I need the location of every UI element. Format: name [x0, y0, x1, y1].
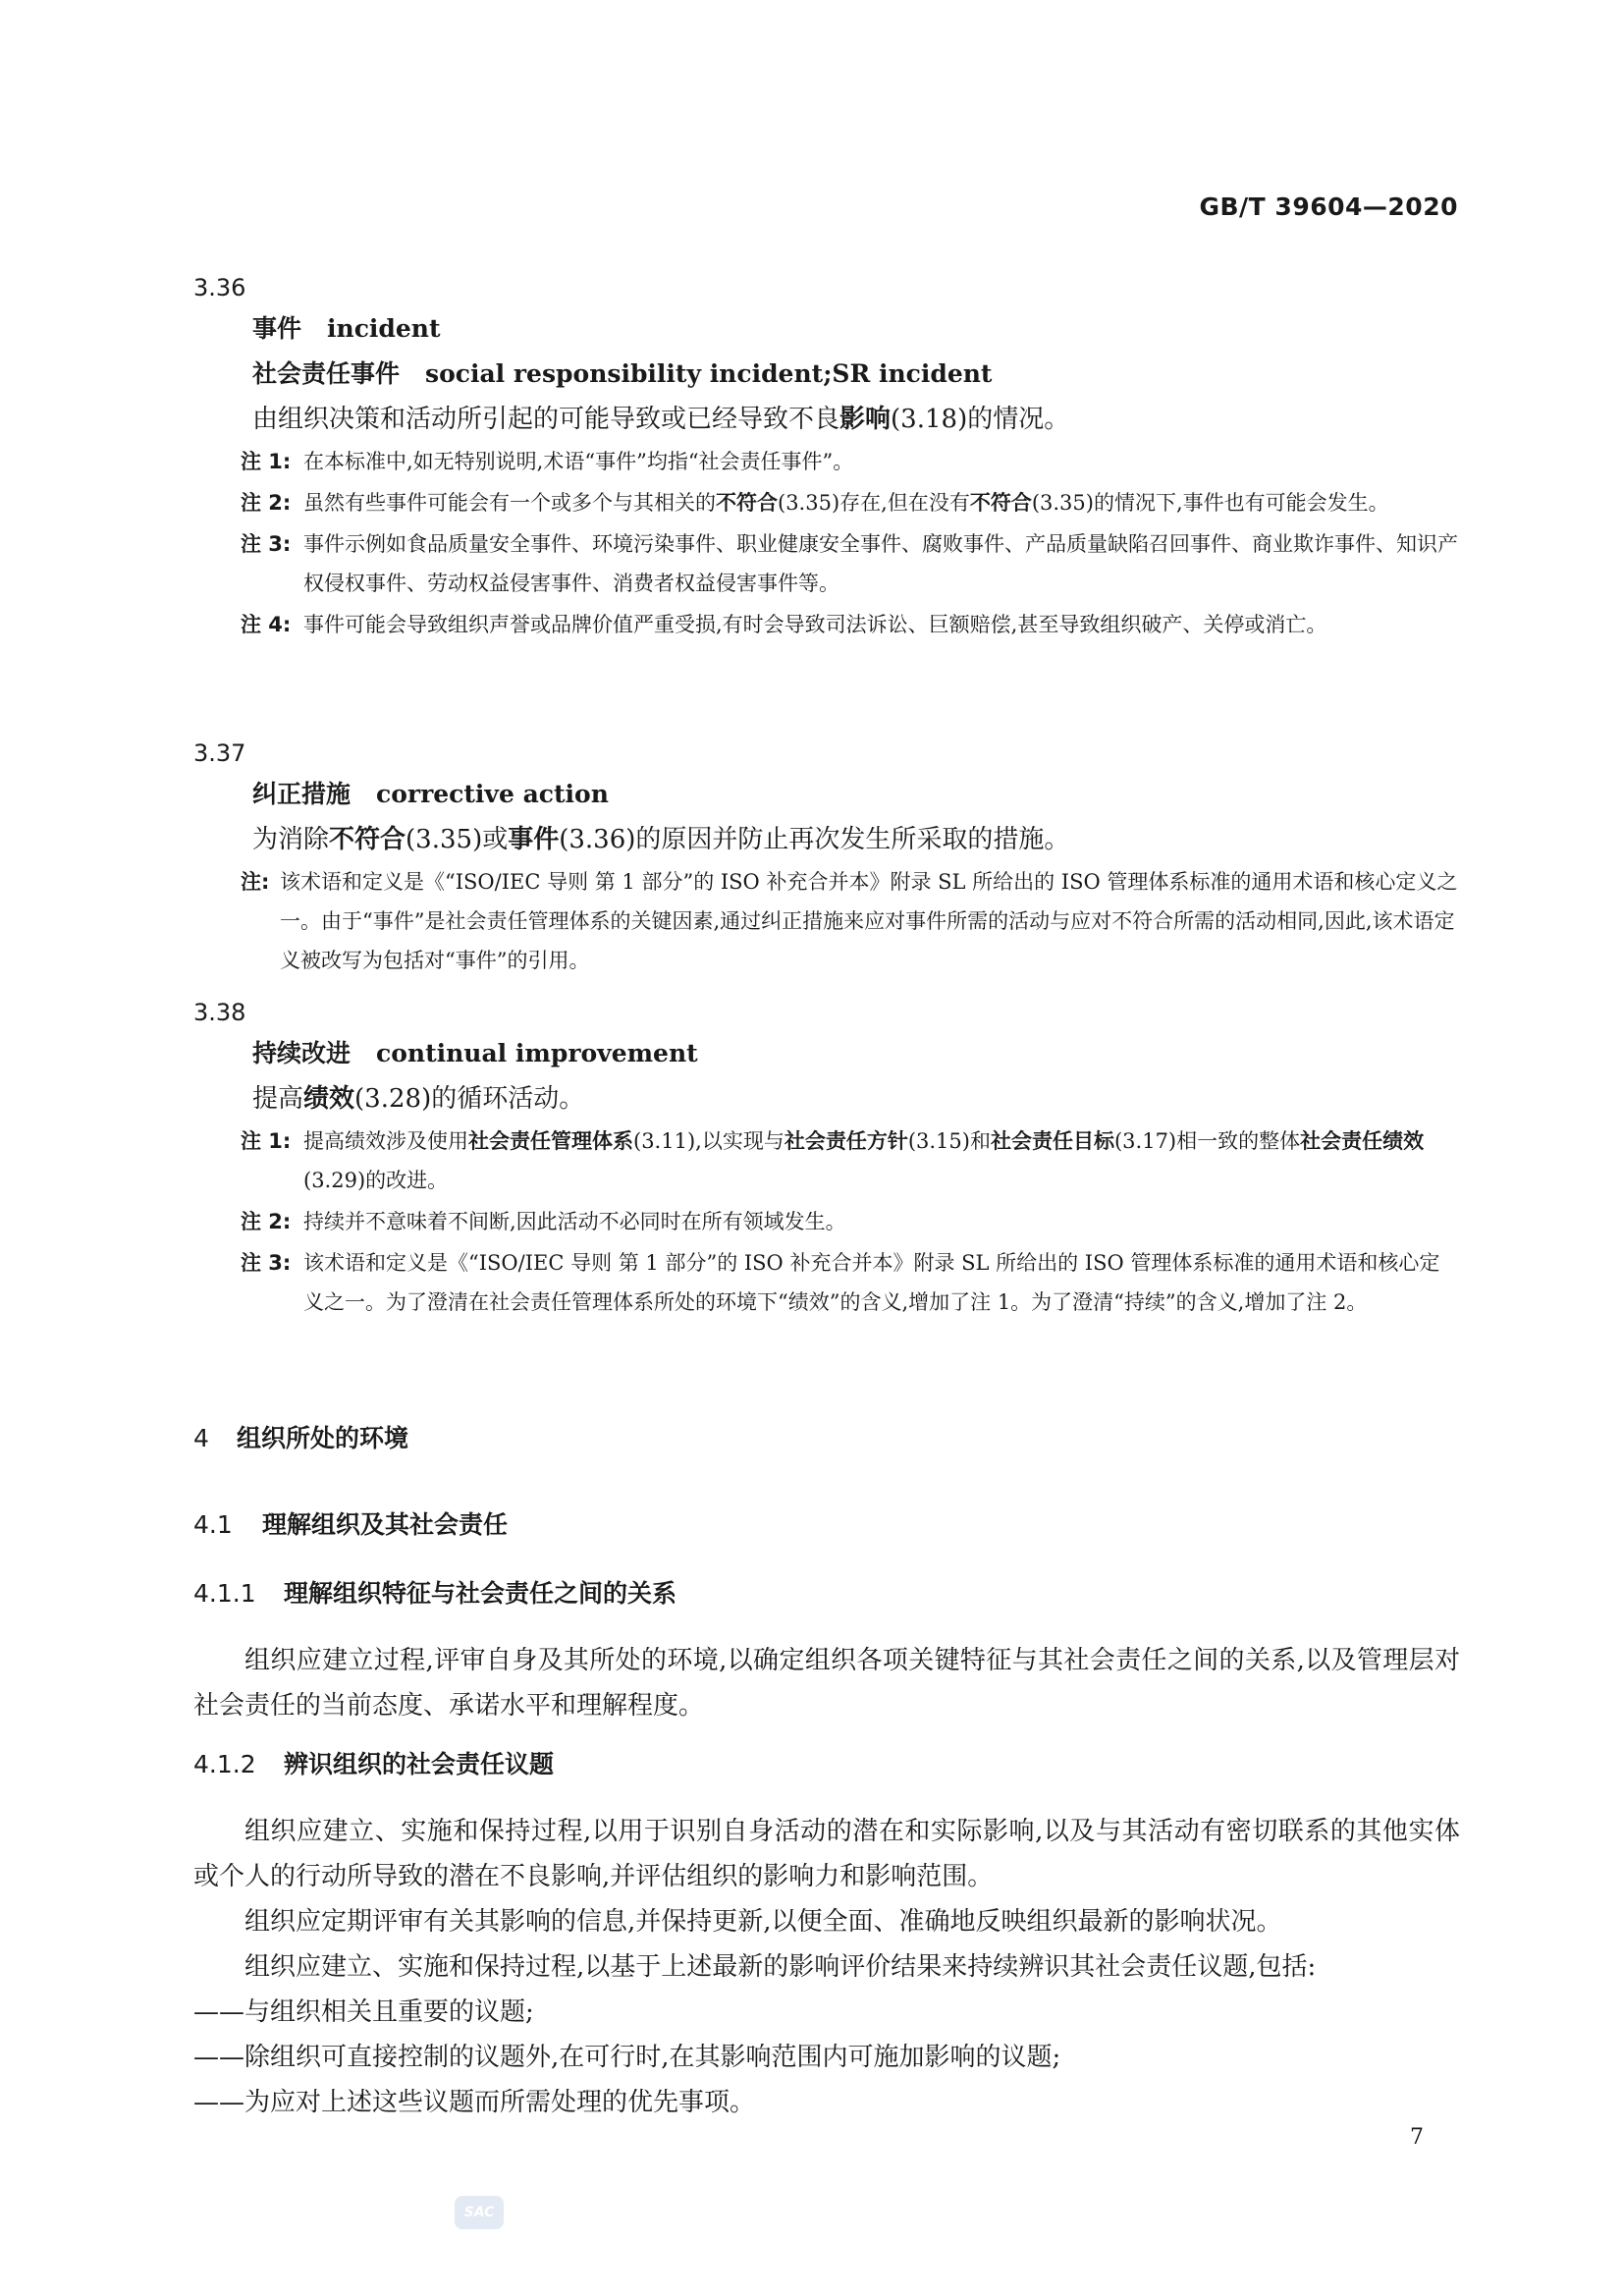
clause-3-37	[193, 735, 1460, 980]
note-text: 事件示例如食品质量安全事件、环境污染事件、职业健康安全事件、腐败事件、产品质量缺陷召回事件、商业欺诈事件、知识产权侵权事件、劳动权益侵害事件、消费者权益侵害事件等。	[303, 532, 1458, 595]
clause-3-36	[193, 269, 1460, 644]
paragraph: 组织应建立、实施和保持过程,以用于识别自身活动的潜在和实际影响,以及与其活动有密切联系的其他实体或个人的行动所导致的潜在不良影响,并评估组织的影响力和影响范围。	[193, 1817, 1460, 1891]
definition-text: 由组织决策和活动所引起的可能导致或已经导致不良	[252, 405, 840, 434]
note	[241, 524, 1460, 603]
definition-text: (3.18)的情况。	[891, 405, 1070, 434]
section-number: 4.1.2	[193, 1750, 256, 1778]
note	[241, 605, 1460, 644]
list-item: ——与组织相关且重要的议题;	[193, 1997, 534, 2027]
definition	[252, 1076, 1460, 1121]
standard-code: GB/T 39604—2020	[1199, 192, 1458, 221]
note	[241, 862, 1460, 980]
note-label: 注 3:	[241, 532, 292, 556]
note	[241, 1243, 1460, 1322]
note-ref: 不符合	[969, 491, 1032, 515]
section-number: 4.1.1	[193, 1579, 256, 1608]
note-label: 注 1:	[241, 1129, 292, 1153]
clause-3-38	[193, 994, 1460, 1322]
note-label: 注 1:	[241, 450, 292, 473]
definition-ref: 影响	[839, 405, 892, 434]
definition-text: (3.36)的原因并防止再次发生所采取的措施。	[559, 825, 1070, 854]
section-heading	[193, 1503, 1460, 1548]
definition-text: (3.28)的循环活动。	[354, 1084, 585, 1114]
term-en: corrective action	[376, 780, 609, 808]
note-ref: 社会责任方针	[784, 1129, 908, 1153]
clause-number: 3.38	[193, 999, 246, 1026]
section-title: 组织所处的环境	[237, 1424, 409, 1452]
definition-text: 提高	[252, 1084, 304, 1114]
section-4-1	[193, 1503, 1460, 1548]
note-ref: 社会责任目标	[990, 1129, 1114, 1153]
note-text: (3.35)的情况下,事件也有可能会发生。	[1031, 491, 1389, 515]
definition-text: (3.35)或	[406, 825, 509, 854]
term-en: incident	[327, 314, 441, 343]
note-text: 在本标准中,如无特别说明,术语“事件”均指“社会责任事件”。	[303, 450, 854, 473]
section-heading	[193, 1571, 1460, 1616]
section-title: 理解组织及其社会责任	[262, 1510, 509, 1539]
note	[241, 1121, 1460, 1200]
term-en: social responsibility incident;SR incident	[425, 359, 993, 388]
note-ref: 社会责任绩效	[1300, 1129, 1425, 1153]
section-number: 4.1	[193, 1510, 233, 1539]
note-text: (3.17)相一致的整体	[1113, 1129, 1301, 1153]
definition	[252, 397, 1460, 442]
clause-number: 3.36	[193, 274, 246, 301]
note-text: (3.15)和	[907, 1129, 991, 1153]
term-zh: 持续改进	[252, 1039, 352, 1067]
definition-ref: 绩效	[303, 1084, 355, 1114]
section-title: 理解组织特征与社会责任之间的关系	[284, 1579, 677, 1608]
note-text: (3.11),以实现与	[633, 1129, 784, 1153]
note	[241, 483, 1460, 522]
paragraph: 组织应定期评审有关其影响的信息,并保持更新,以便全面、准确地反映组织最新的影响状况。	[244, 1907, 1282, 1937]
note-ref: 社会责任管理体系	[468, 1129, 633, 1153]
section-heading	[193, 1416, 1460, 1461]
list-item: ——为应对上述这些议题而所需处理的优先事项。	[193, 2088, 756, 2117]
term-line	[252, 1031, 1460, 1076]
section-title: 辨识组织的社会责任议题	[284, 1750, 555, 1778]
section-4-1-1	[193, 1571, 1460, 1728]
note-label: 注:	[241, 870, 270, 894]
note-text: 持续并不意味着不间断,因此活动不必同时在所有领域发生。	[303, 1210, 846, 1233]
section-4-1-2	[193, 1742, 1460, 2125]
definition-ref: 不符合	[329, 825, 406, 854]
note-ref: 不符合	[716, 491, 778, 515]
note-text: 该术语和定义是《“ISO/IEC 导则 第 1 部分”的 ISO 补充合并本》附录 SL 所给出的 ISO 管理体系标准的通用术语和核心定义之一。为了澄清在社会责任管理体系所处的环境下“绩效”的含义,增加了注 1。为了澄清“持续”的含义,增加了注 2。	[303, 1251, 1440, 1314]
note-text: (3.35)存在,但在没有	[778, 491, 970, 515]
watermark-text: SAC	[463, 2205, 495, 2220]
note-label: 注 3:	[241, 1251, 292, 1275]
note-text: 虽然有些事件可能会有一个或多个与其相关的	[303, 491, 716, 515]
definition-ref: 事件	[508, 825, 560, 854]
section-4	[193, 1416, 1460, 1461]
note-text: 该术语和定义是《“ISO/IEC 导则 第 1 部分”的 ISO 补充合并本》附录 SL 所给出的 ISO 管理体系标准的通用术语和核心定义之一。由于“事件”是社会责任管理体系的关键因素,通过纠正措施来应对事件所需的活动与应对不符合所需的活动相同,因此,该术语定义被改写为包括对“事件”的引用。	[280, 870, 1458, 972]
term-en: continual improvement	[376, 1039, 698, 1067]
note	[241, 1202, 1460, 1241]
section-heading	[193, 1742, 1460, 1787]
definition	[252, 817, 1460, 862]
note-label: 注 4:	[241, 613, 292, 636]
definition-text: 为消除	[252, 825, 330, 854]
note-label: 注 2:	[241, 491, 292, 515]
clause-number: 3.37	[193, 739, 246, 767]
note-text: 提高绩效涉及使用	[303, 1129, 468, 1153]
note-text: (3.29)的改进。	[303, 1169, 449, 1192]
note-text: 事件可能会导致组织声誉或品牌价值严重受损,有时会导致司法诉讼、巨额赔偿,甚至导致组织破产、关停或消亡。	[303, 613, 1327, 636]
section-number: 4	[193, 1424, 209, 1452]
term-zh: 事件	[252, 314, 302, 343]
note	[241, 442, 1460, 481]
term-zh: 社会责任事件	[252, 359, 401, 388]
note-label: 注 2:	[241, 1210, 292, 1233]
term-zh: 纠正措施	[252, 780, 352, 808]
term-line	[252, 352, 1460, 397]
term-line	[252, 306, 1460, 352]
paragraph: 组织应建立、实施和保持过程,以基于上述最新的影响评价结果来持续辨识其社会责任议题,包括:	[244, 1952, 1317, 1982]
sac-watermark-logo	[455, 2196, 504, 2229]
page-number: 7	[1410, 2125, 1424, 2150]
list-item: ——除组织可直接控制的议题外,在可行时,在其影响范围内可施加影响的议题;	[193, 2043, 1061, 2072]
paragraph: 组织应建立过程,评审自身及其所处的环境,以确定组织各项关键特征与其社会责任之间的关系,以及管理层对社会责任的当前态度、承诺水平和理解程度。	[193, 1646, 1460, 1721]
term-line	[252, 772, 1460, 817]
